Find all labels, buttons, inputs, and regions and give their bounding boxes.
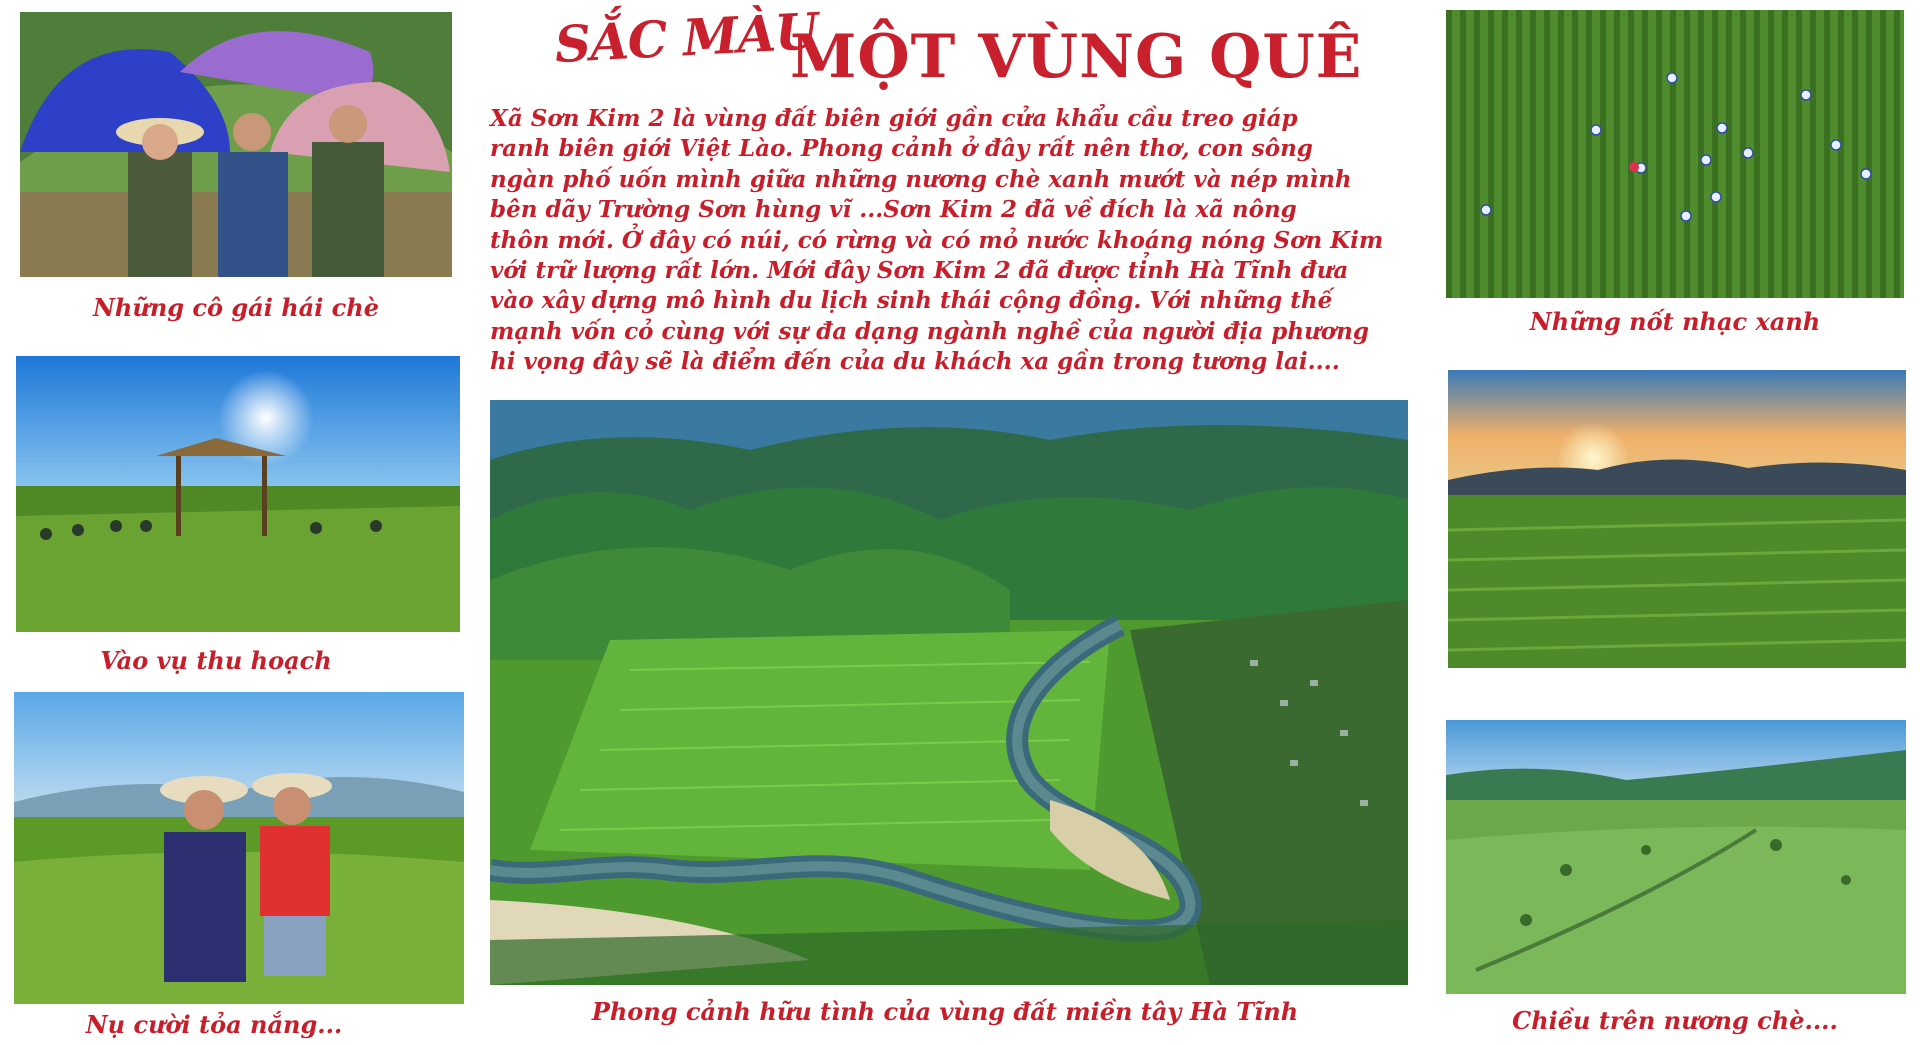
caption-notes: Những nốt nhạc xanh xyxy=(1529,307,1821,336)
article-line: Xã Sơn Kim 2 là vùng đất biên giới gần cửa khẩu cầu treo giáp xyxy=(490,105,1298,132)
caption-afternoon: Chiều trên nương chè.... xyxy=(1512,1006,1838,1035)
photo-smiling-girls xyxy=(14,692,464,1004)
article-line: với trữ lượng rất lớn. Mới đây Sơn Kim 2 đã được tỉnh Hà Tĩnh đưa xyxy=(490,257,1349,285)
article-line: bên dãy Trường Sơn hùng vĩ ...Sơn Kim 2 đã về đích là xã nông xyxy=(490,196,1297,224)
photo-sunset-tea-fields xyxy=(1448,370,1906,668)
article-line: hi vọng đây sẽ là điểm đến của du khách xa gần trong tương lai.... xyxy=(490,348,1340,376)
caption-smile: Nụ cười tỏa nắng... xyxy=(85,1010,343,1039)
photo-aerial-tea-rows xyxy=(1446,10,1904,298)
photo-tea-girls-umbrellas xyxy=(20,12,452,277)
article-text xyxy=(490,104,1420,378)
caption-harvest: Vào vụ thu hoạch xyxy=(100,646,332,675)
photo-harvest-season xyxy=(16,356,460,632)
caption-landscape: Phong cảnh hữu tình của vùng đất miền tây Hà Tĩnh xyxy=(591,997,1299,1026)
main-title: MỘT VÙNG QUÊ xyxy=(790,22,1363,92)
article-line: vào xây dựng mô hình du lịch sinh thái cộng đồng. Với những thế xyxy=(490,287,1333,315)
photo-aerial-valley-river xyxy=(490,400,1408,985)
script-title: SẮC MÀU xyxy=(553,1,819,75)
caption-tea-girls: Những cô gái hái chè xyxy=(92,293,379,322)
article-line: mạnh vốn cỏ cùng với sự đa dạng ngành nghề của người địa phương xyxy=(490,317,1369,345)
article-line: ngàn phố uốn mình giữa những nương chè xanh mướt và nép mình xyxy=(490,165,1352,193)
article-line: ranh biên giới Việt Lào. Phong cảnh ở đây rất nên thơ, con sông xyxy=(490,135,1313,163)
article-line: thôn mới. Ở đây có núi, có rừng và có mỏ nước khoáng nóng Sơn Kim xyxy=(490,226,1384,254)
photo-afternoon-tea-hills xyxy=(1446,720,1906,994)
